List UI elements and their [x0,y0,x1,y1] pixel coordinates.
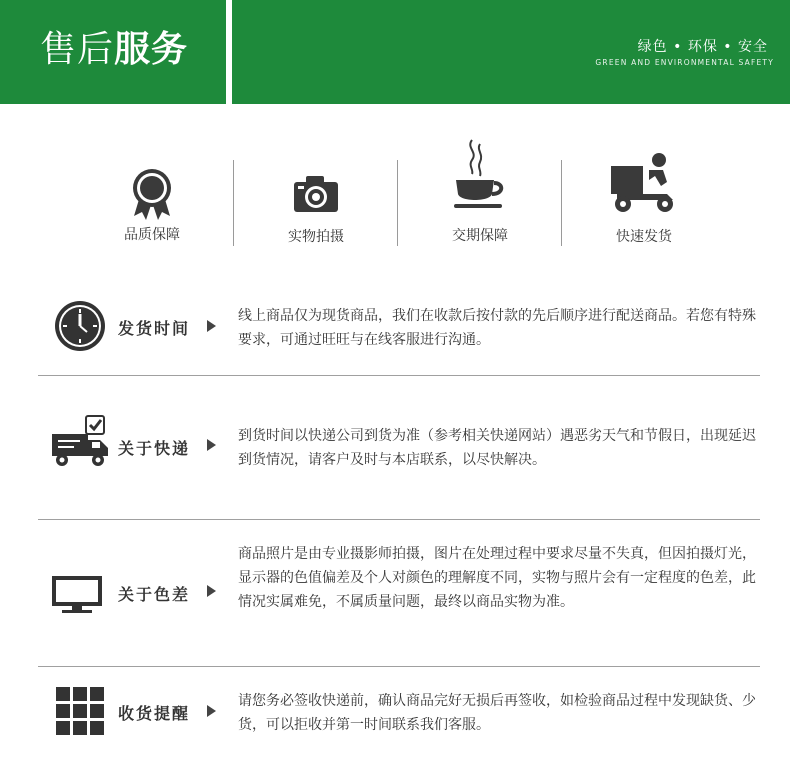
section-color-difference [0,520,790,666]
arrow-right-icon [207,705,216,717]
section-title: 关于色差 [118,585,191,604]
page-title [40,26,188,74]
slogan-subtitle: GREEN AND ENVIRONMENTAL SAFETY [595,58,774,67]
section-courier [0,376,790,519]
header-left-block [0,0,226,104]
monitor-icon [50,574,104,614]
section-receipt-reminder [0,667,790,770]
section-text: 到货时间以快递公司到货为准（参考相关快递网站）遇恶劣天气和节假日，出现延迟到货情况，请客户及时与本店联系，以尽快解决。 [238,428,756,468]
feature-label: 交期保障 [452,228,508,244]
section-title: 关于快递 [118,439,191,458]
feature-label: 实物拍摄 [288,229,344,245]
section-shipping-time [0,290,790,374]
delivery-scooter-icon [609,152,679,214]
header-banner [0,0,790,104]
title-light-part: 售后 [40,29,115,70]
coffee-cup-icon [450,138,510,212]
slogan: 绿色 • 环保 • 安全 [637,39,768,55]
header-right-block [232,0,790,104]
grid-icon [56,687,104,735]
feature-fast-shipping [562,160,726,250]
feature-photo [234,160,398,250]
feature-delivery-date [398,160,562,250]
feature-label: 快速发货 [616,229,672,245]
clock-icon [54,300,106,352]
camera-icon [292,174,340,214]
feature-label: 品质保障 [124,227,180,243]
section-text: 商品照片是由专业摄影师拍摄，图片在处理过程中要求尽量不失真，但因拍摄灯光，显示器的色值偏差及个人对颜色的理解度不同，实物与照片会有一定程度的色差，此情况实属难免，不属质量问题，最终以商品实物为准。 [238,546,756,610]
features-row [70,160,726,250]
title-bold-part: 服务 [114,29,189,70]
section-text: 请您务必签收快递前，确认商品完好无损后再签收，如检验商品过程中发现缺货、少货，可以拒收并第一时间联系我们客服。 [238,693,756,733]
arrow-right-icon [207,439,216,451]
arrow-right-icon [207,585,216,597]
arrow-right-icon [207,320,216,332]
section-title: 收货提醒 [118,704,191,723]
section-text: 线上商品仅为现货商品，我们在收款后按付款的先后顺序进行配送商品。若您有特殊要求，可通过旺旺与在线客服进行沟通。 [238,308,756,348]
section-title: 发货时间 [118,319,191,338]
feature-quality [70,160,234,250]
award-ribbon-icon [130,168,174,220]
delivery-truck-icon [50,414,112,470]
